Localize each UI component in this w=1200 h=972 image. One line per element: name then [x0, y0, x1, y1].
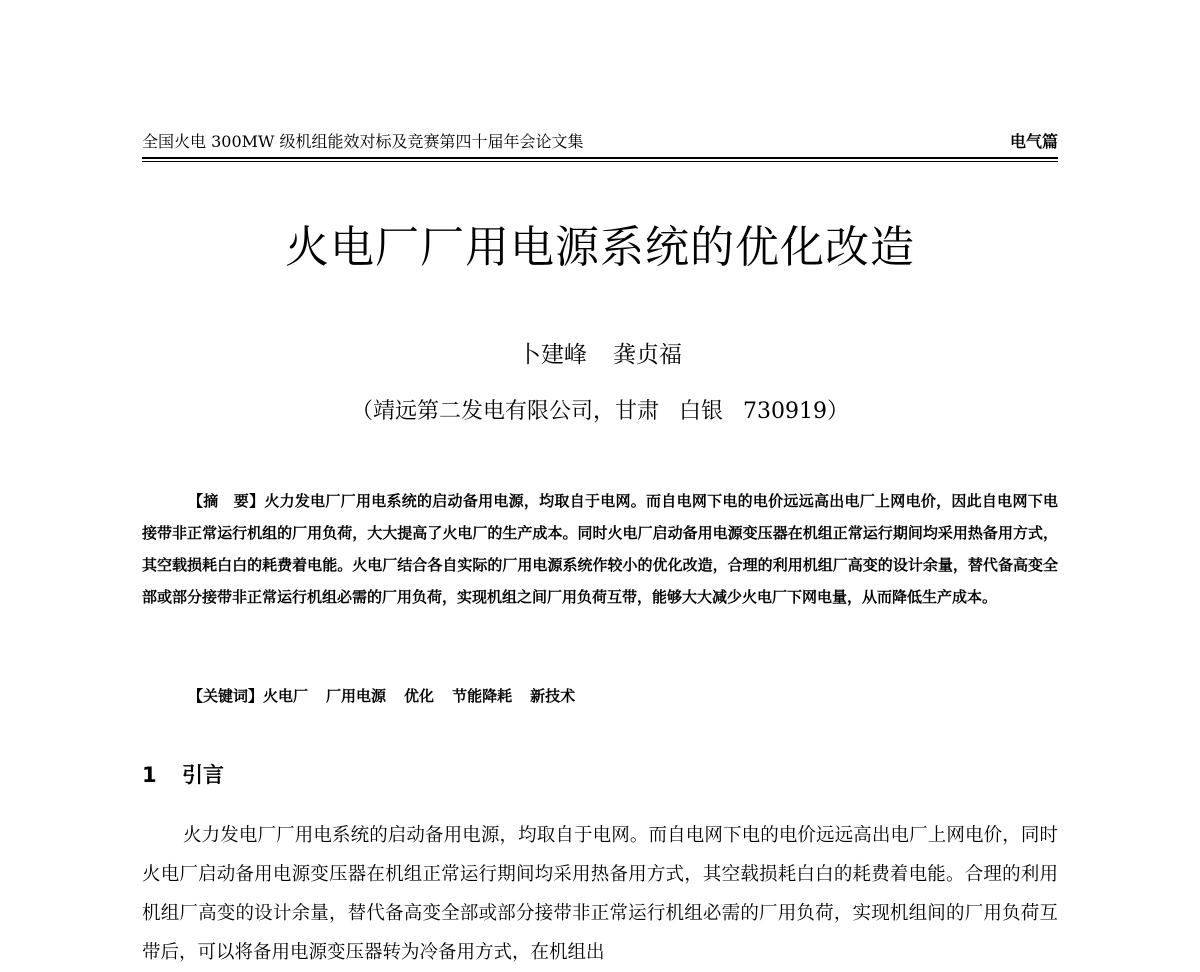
affiliation-name: （靖远第二发电有限公司，甘肃 — [350, 399, 659, 424]
abstract-label: 【摘 要】 — [188, 492, 265, 510]
section-category: 电气篇 — [1009, 132, 1058, 151]
author-name: 龚贞福 — [613, 342, 682, 368]
header-rule-thick — [142, 157, 1058, 159]
keyword: 新技术 — [530, 687, 576, 705]
keywords — [188, 680, 1058, 712]
section-heading — [142, 757, 224, 793]
running-header — [142, 128, 1058, 156]
keyword: 节能降耗 — [452, 687, 513, 705]
abstract-text: 火力发电厂厂用电系统的启动备用电源，均取自于电网。而自电网下电的电价远远高出电厂上网电价，因此自电网下电接带非正常运行机组的厂用负荷，大大提高了火电厂的生产成本。同时火电厂启动备用电源变压器在机组正常运行期间均采用热备用方式，其空载损耗白白的耗费着电能。火电厂结合各自实际的厂用电源系统作较小的优化改造，合理的利用机组厂高变的设计余量，替代备高变全部或部分接带非正常运行机组必需的厂用负荷，实现机组之间厂用负荷互带，能够大大减少火电厂下网电量，从而降低生产成本。 — [142, 492, 1058, 606]
header-rule-thin — [142, 161, 1058, 162]
section-paragraph: 火力发电厂厂用电系统的启动备用电源，均取自于电网。而自电网下电的电价远远高出电厂上网电价，同时火电厂启动备用电源变压器在机组正常运行期间均采用热备用方式，其空载损耗白白的耗费着电能。合理的利用机组厂高变的设计余量，替代备高变全部或部分接带非正常运行机组必需的厂用负荷，实现机组间的厂用负荷互带后，可以将备用电源变压器转为冷备用方式，在机组出 — [142, 825, 1058, 963]
abstract — [142, 485, 1058, 613]
keyword: 优化 — [404, 687, 435, 705]
keyword: 厂用电源 — [326, 687, 387, 705]
author-name: 卜建峰 — [518, 342, 587, 368]
author-list — [0, 338, 1200, 372]
paper-title: 火电厂厂用电源系统的优化改造 — [285, 222, 915, 273]
affiliation-postcode: 730919） — [743, 399, 849, 424]
keyword: 火电厂 — [263, 687, 309, 705]
section-number: 1 — [142, 763, 157, 787]
affiliation — [0, 395, 1200, 429]
keywords-label: 【关键词】 — [188, 687, 264, 705]
section-title: 引言 — [182, 763, 224, 787]
affiliation-city: 白银 — [679, 399, 724, 424]
proceedings-title: 全国火电 300MW 级机组能效对标及竞赛第四十届年会论文集 — [142, 132, 584, 151]
